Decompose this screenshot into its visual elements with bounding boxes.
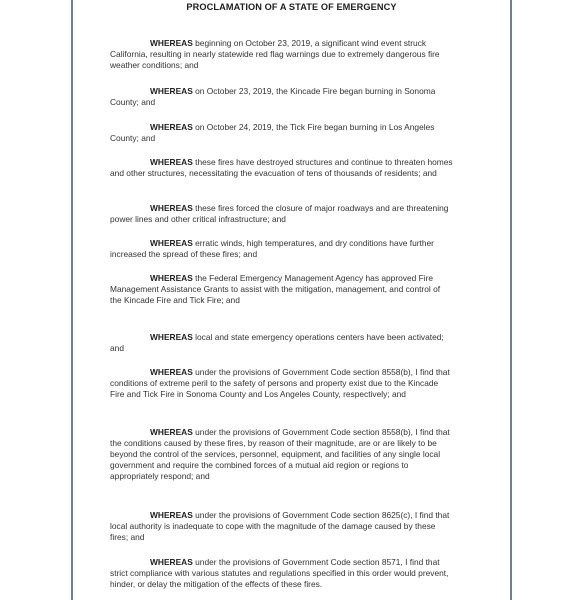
document-title: PROCLAMATION OF A STATE OF EMERGENCY [186, 2, 397, 12]
whereas-clause [110, 367, 454, 400]
clause-text: under the provisions of Government Code section 8571, I find that strict compliance with various statutes and regulations specified in this order would prevent, hinder, or delay the mitigation of the effects of these fires. [110, 557, 449, 589]
clause-text: on October 23, 2019, the Kincade Fire began burning in Sonoma County; and [110, 86, 436, 107]
clause-text: these fires have destroyed structures and continue to threaten homes and other structures, necessitating the evacuation of tens of thousands of residents; and [110, 157, 453, 178]
whereas-clause [110, 557, 454, 590]
page-border-left [71, 0, 73, 600]
whereas-clause [110, 38, 454, 71]
whereas-clause [110, 122, 454, 144]
whereas-clause [110, 86, 454, 108]
clause-text: under the provisions of Government Code section 8625(c), I find that local authority is inadequate to cope with the magnitude of the damage caused by these fires; and [110, 510, 450, 542]
clause-text: the Federal Emergency Management Agency has approved Fire Management Assistance Grants to assist with the mitigation, management, and control of the Kincade Fire and Tick Fire; and [110, 273, 441, 305]
whereas-clause [110, 157, 454, 179]
whereas-clause [110, 427, 454, 482]
clause-text: local and state emergency operations centers have been activated; and [110, 332, 444, 353]
clause-keyword: WHEREAS [150, 38, 193, 48]
clause-keyword: WHEREAS [150, 273, 193, 283]
clause-keyword: WHEREAS [150, 332, 193, 342]
clause-text: under the provisions of Government Code section 8558(b), I find that conditions of extreme peril to the safety of persons and property exist due to the Kincade Fire and Tick Fire in Sonoma County and Los Angeles County, respectively; and [110, 367, 450, 399]
whereas-clause [110, 238, 454, 260]
clause-text: these fires forced the closure of major roadways and are threatening power lines and other critical infrastructure; and [110, 203, 449, 224]
clause-keyword: WHEREAS [150, 427, 193, 437]
whereas-clause [110, 510, 454, 543]
clause-keyword: WHEREAS [150, 86, 193, 96]
clause-keyword: WHEREAS [150, 157, 193, 167]
clause-keyword: WHEREAS [150, 122, 193, 132]
whereas-clause [110, 273, 454, 306]
whereas-clause [110, 203, 454, 225]
page-border-right [510, 0, 512, 600]
clause-keyword: WHEREAS [150, 367, 193, 377]
clause-keyword: WHEREAS [150, 510, 193, 520]
whereas-clause [110, 332, 454, 354]
clause-text: under the provisions of Government Code section 8558(b), I find that the conditions caused by these fires, by reason of their magnitude, are or are likely to be beyond the control of the services, personnel, equipment, and facilities of any single local government and require the combined forces of a mutual aid region or regions to appropriately respond; and [110, 427, 450, 481]
clause-keyword: WHEREAS [150, 203, 193, 213]
clause-keyword: WHEREAS [150, 557, 193, 567]
clause-text: on October 24, 2019, the Tick Fire began burning in Los Angeles County; and [110, 122, 435, 143]
clause-text: erratic winds, high temperatures, and dry conditions have further increased the spread of these fires; and [110, 238, 434, 259]
clause-keyword: WHEREAS [150, 238, 193, 248]
clause-text: beginning on October 23, 2019, a significant wind event struck California, resulting in nearly statewide red flag warnings due to extremely dangerous fire weather conditions; and [110, 38, 440, 70]
